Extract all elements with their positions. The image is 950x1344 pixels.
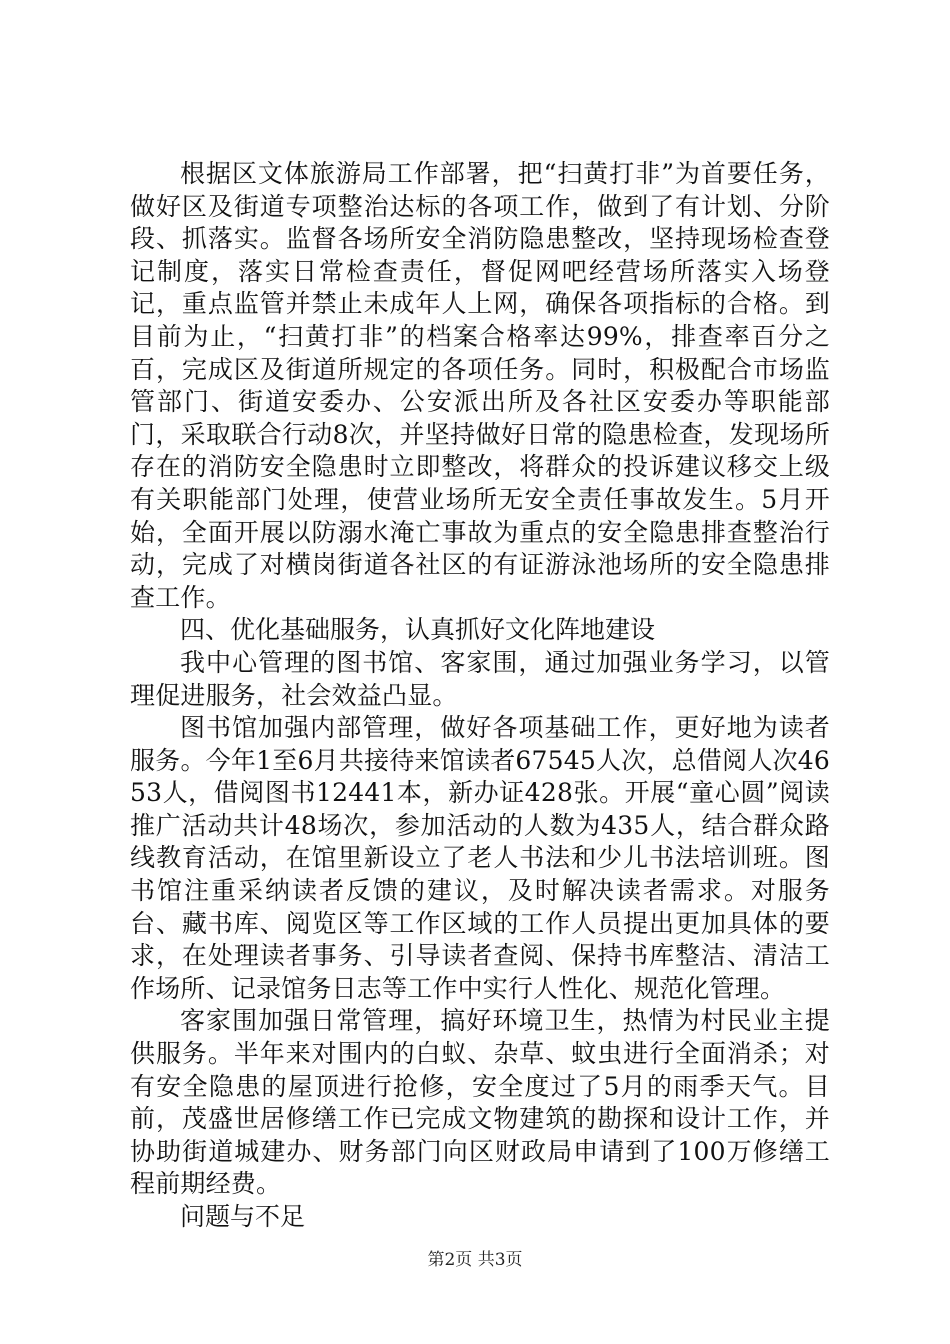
paragraph-center-overview: 我中心管理的图书馆、客家围，通过加强业务学习，以管理促进服务，社会效益凸显。 bbox=[130, 647, 830, 710]
paragraph-library: 图书馆加强内部管理，做好各项基础工作，更好地为读者服务。今年1至6月共接待来馆读者67545人次，总借阅人次4653人，借阅图书12441本，新办证428张。开展“童心圆”阅读推广活动共计48场次，参加活动的人数为435人，结合群众路线教育活动，在馆里新设立了老人书法和少儿书法培训班。图书馆注重采纳读者反馈的建议，及时解决读者需求。对服务台、藏书库、阅览区等工作区域的工作人员提出更加具体的要求，在处理读者事务、引导读者查阅、保持书库整洁、清洁工作场所、记录馆务日志等工作中实行人性化、规范化管理。 bbox=[130, 713, 830, 1003]
paragraph-sao-huang-da-fei: 根据区文体旅游局工作部署，把“扫黄打非”为首要任务，做好区及街道专项整治达标的各项工作，做到了有计划、分阶段、抓落实。监督各场所安全消防隐患整改，坚持现场检查登记制度，落实日常检查责任，督促网吧经营场所落实入场登记，重点监管并禁止未成年人上网，确保各项指标的合格。到目前为止，“扫黄打非”的档案合格率达99%，排查率百分之百，完成区及街道所规定的各项任务。同时，积极配合市场监管部门、街道安委办、公安派出所及各社区安委办等职能部门，采取联合行动8次，并坚持做好日常的隐患检查，发现场所存在的消防安全隐患时立即整改，将群众的投诉建议移交上级有关职能部门处理，使营业场所无安全责任事故发生。5月开始，全面开展以防溺水淹亡事故为重点的安全隐患排查整治行动，完成了对横岗街道各社区的有证游泳池场所的安全隐患排查工作。 bbox=[130, 159, 830, 612]
section-heading-problems: 问题与不足 bbox=[180, 1202, 306, 1231]
page-number-footer: 第2页 共3页 bbox=[427, 1250, 523, 1270]
document-body bbox=[130, 158, 830, 1234]
section-heading-4: 四、优化基础服务，认真抓好文化阵地建设 bbox=[180, 615, 656, 645]
paragraph-hakka-enclosure: 客家围加强日常管理，搞好环境卫生，热情为村民业主提供服务。半年来对围内的白蚁、杂草、蚊虫进行全面消杀；对有安全隐患的屋顶进行抢修，安全度过了5月的雨季天气。目前，茂盛世居修缮工作已完成文物建筑的勘探和设计工作，并协助街道城建办、财务部门向区财政局申请到了100万修缮工程前期经费。 bbox=[130, 1006, 830, 1199]
